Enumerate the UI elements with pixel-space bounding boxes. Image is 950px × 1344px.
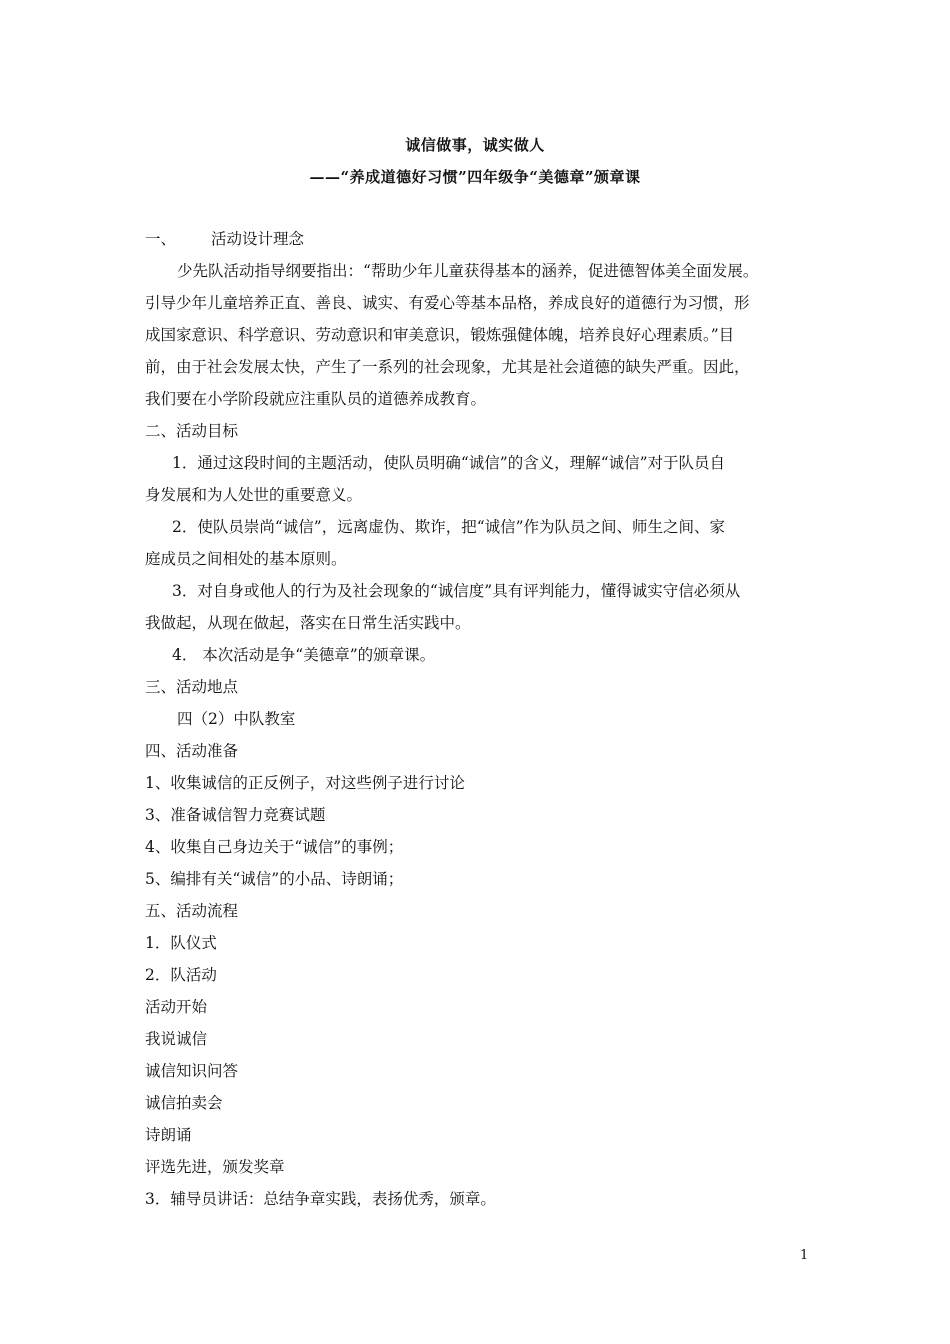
list-item: 身发展和为人处世的重要意义。 [145,486,363,504]
list-item: 2．队活动 [145,966,217,984]
list-item: 诚信知识问答 [145,1062,239,1080]
paragraph-line: 少先队活动指导纲要指出：“帮助少年儿童获得基本的涵养，促进德智体美全面发展。 [177,262,759,280]
list-item: 我说诚信 [145,1030,208,1048]
list-item: 5、编排有关“诚信”的小品、诗朗诵； [145,870,404,888]
list-item: 庭成员之间相处的基本原则。 [145,550,347,568]
list-item: 1．队仪式 [145,934,217,952]
document-subtitle: ——“养成道德好习惯”四年级争“美德章”颁章课 [309,168,641,186]
list-item: 活动开始 [145,998,208,1016]
list-item: 1、收集诚信的正反例子，对这些例子进行讨论 [145,774,465,792]
list-item: 4． 本次活动是争“美德章”的颁章课。 [172,646,436,664]
page-number: 1 [800,1248,809,1263]
section-1-number: 一、 [145,230,177,248]
list-item: 2．使队员崇尚“诚信”，远离虚伪、欺诈，把“诚信”作为队员之间、师生之间、家 [172,518,726,536]
paragraph-line: 前，由于社会发展太快，产生了一系列的社会现象，尤其是社会道德的缺失严重。因此， [145,358,750,376]
paragraph-line: 我们要在小学阶段就应注重队员的道德养成教育。 [145,390,487,408]
list-item: 诚信拍卖会 [145,1094,223,1112]
paragraph-line: 成国家意识、科学意识、劳动意识和审美意识，锻炼强健体魄，培养良好心理素质。”目 [145,326,735,344]
section-5-heading: 五、活动流程 [145,902,239,920]
paragraph-line: 引导少年儿童培养正直、善良、诚实、有爱心等基本品格，养成良好的道德行为习惯，形 [145,294,750,312]
section-2-heading: 二、活动目标 [145,422,239,440]
section-4-heading: 四、活动准备 [145,742,239,760]
list-item: 我做起，从现在做起，落实在日常生活实践中。 [145,614,471,632]
list-item: 1．通过这段时间的主题活动，使队员明确“诚信”的含义，理解“诚信”对于队员自 [172,454,726,472]
section-1-heading: 活动设计理念 [211,230,305,248]
list-item: 3．辅导员讲话：总结争章实践，表扬优秀，颁章。 [145,1190,496,1208]
section-3-heading: 三、活动地点 [145,678,239,696]
document-title: 诚信做事，诚实做人 [405,136,545,154]
list-item: 3．对自身或他人的行为及社会现象的“诚信度”具有评判能力，懂得诚实守信必须从 [172,582,741,600]
list-item: 3、准备诚信智力竞赛试题 [145,806,326,824]
location-text: 四（2）中队教室 [177,710,296,728]
list-item: 评选先进，颁发奖章 [145,1158,285,1176]
list-item: 诗朗诵 [145,1126,192,1144]
list-item: 4、收集自己身边关于“诚信”的事例； [145,838,404,856]
